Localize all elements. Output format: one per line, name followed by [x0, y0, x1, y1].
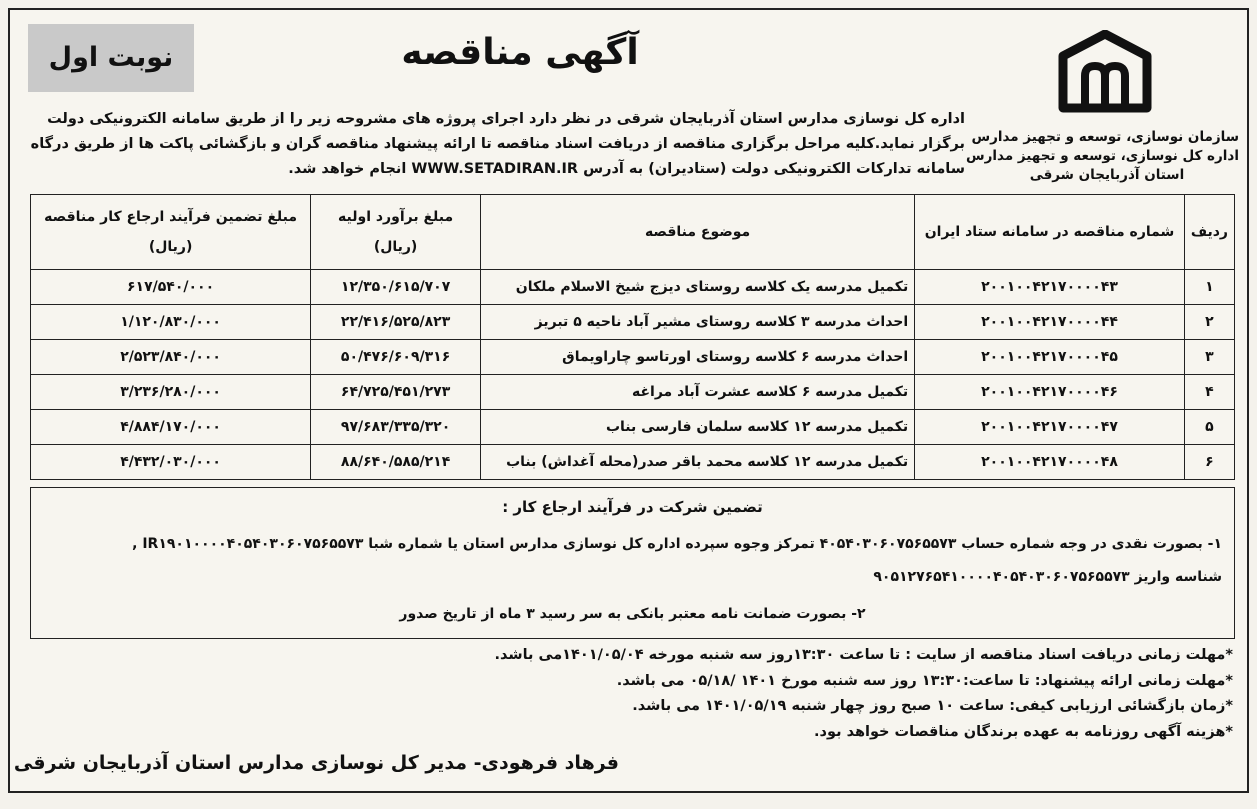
note-proposal-deadline: *مهلت زمانی ارائه پیشنهاد: تا ساعت:۱۳:۳۰ روز سه شنبه مورخ ۱۴۰۱ /۰۵/۱۸ می باشد.	[616, 672, 1233, 689]
page-title: آگهی مناقصه	[401, 32, 639, 73]
tender-number: ۲۰۰۱۰۰۴۲۱۷۰۰۰۰۴۵	[915, 340, 1185, 375]
tender-table	[30, 194, 1235, 480]
tender-subject: تکمیل مدرسه ۱۲ کلاسه محمد باقر صدر(محله آغداش) بناب	[480, 445, 914, 480]
estimate-amount: ۸۸/۶۴۰/۵۸۵/۲۱۴	[311, 445, 481, 480]
signature-line: فرهاد فرهودی- مدیر کل نوسازی مدارس استان آذربایجان شرقی	[13, 752, 619, 774]
row-number: ۶	[1184, 445, 1234, 480]
row-number: ۱	[1184, 270, 1234, 305]
row-number: ۵	[1184, 410, 1234, 445]
header-estimate-label: مبلغ برآورد اولیه	[338, 209, 454, 225]
header-guarantee	[31, 195, 311, 270]
table-row	[31, 340, 1235, 375]
guarantee-section	[30, 487, 1235, 639]
guarantee-amount: ۴/۸۸۴/۱۷۰/۰۰۰	[31, 410, 311, 445]
table-header-row	[31, 195, 1235, 270]
setadiran-url: WWW.SETADIRAN.IR	[411, 161, 579, 177]
org-line-1: سازمان نوسازی، توسعه و تجهیز مدارس	[971, 129, 1239, 145]
tender-subject: تکمیل مدرسه یک کلاسه روستای دیزج شیخ الاسلام ملکان	[480, 270, 914, 305]
education-renovation-logo-icon	[1055, 30, 1155, 114]
deadline-notes	[333, 643, 1233, 745]
tender-number: ۲۰۰۱۰۰۴۲۱۷۰۰۰۰۴۶	[915, 375, 1185, 410]
tender-subject: احداث مدرسه ۶ کلاسه روستای اورتاسو چاراویماق	[480, 340, 914, 375]
table-row	[31, 375, 1235, 410]
guarantee-amount: ۳/۲۳۶/۲۸۰/۰۰۰	[31, 375, 311, 410]
guarantee-cash-line: ۱- بصورت نقدی در وجه شماره حساب ۴۰۵۴۰۳۰۶۰۷۵۶۵۵۷۳ تمرکز وجوه سپرده اداره کل نوسازی مدارس استان یا شماره شبا IR۱۹۰۱۰۰۰۰۴۰۵۴۰۳۰۶۰۷۵۶۵۵۷۳ ,	[132, 536, 1222, 552]
tender-subject: تکمیل مدرسه ۱۲ کلاسه سلمان فارسی بناب	[480, 410, 914, 445]
header-row-number: ردیف	[1184, 195, 1234, 270]
intro-line-2: برگزار نماید.کلیه مراحل برگزاری مناقصه از دریافت اسناد مناقصه تا ارائه پیشنهاد مناقصه گران و بازگشائی پاکت ها از طریق درگاه	[30, 136, 965, 152]
intro-line-3-before: سامانه تدارکات الکترونیکی دولت (ستادیران) به آدرس	[578, 161, 965, 177]
intro-paragraph	[24, 107, 965, 182]
tender-number: ۲۰۰۱۰۰۴۲۱۷۰۰۰۰۴۳	[915, 270, 1185, 305]
tender-number: ۲۰۰۱۰۰۴۲۱۷۰۰۰۰۴۴	[915, 305, 1185, 340]
guarantee-deposit-id-line: شناسه واریز ۹۰۵۱۲۷۶۵۴۱۰۰۰۰۴۰۵۴۰۳۰۶۰۷۵۶۵۵۷۳	[873, 569, 1222, 585]
estimate-amount: ۶۴/۷۲۵/۴۵۱/۲۷۳	[311, 375, 481, 410]
guarantee-amount: ۲/۵۲۳/۸۴۰/۰۰۰	[31, 340, 311, 375]
org-line-3: استان آذربایجان شرقی	[1029, 167, 1185, 183]
guarantee-amount: ۴/۴۳۲/۰۳۰/۰۰۰	[31, 445, 311, 480]
org-line-2: اداره کل نوسازی، توسعه و تجهیز مدارس	[966, 148, 1239, 164]
tender-subject: تکمیل مدرسه ۶ کلاسه عشرت آباد مراغه	[480, 375, 914, 410]
guarantee-amount: ۶۱۷/۵۴۰/۰۰۰	[31, 270, 311, 305]
note-document-deadline: *مهلت زمانی دریافت اسناد مناقصه از سایت : تا ساعت ۱۳:۳۰روز سه شنبه مورخه ۱۴۰۱/۰۵/۰۴می باشد.	[494, 647, 1233, 663]
intro-line-3-after: انجام خواهد شد.	[288, 161, 412, 177]
header-subject: موضوع مناقصه	[480, 195, 914, 270]
tender-subject: احداث مدرسه ۳ کلاسه روستای مشیر آباد ناحیه ۵ تبریز	[480, 305, 914, 340]
header-guarantee-label: مبلغ تضمین فرآیند ارجاع کار مناقصه	[44, 209, 298, 225]
round-badge: نوبت اول	[28, 24, 194, 92]
table-row	[31, 445, 1235, 480]
header-estimate	[311, 195, 481, 270]
guarantee-amount: ۱/۱۲۰/۸۳۰/۰۰۰	[31, 305, 311, 340]
organization-name	[966, 128, 1239, 185]
row-number: ۴	[1184, 375, 1234, 410]
guarantee-bank-line: ۲- بصورت ضمانت نامه معتبر بانکی به سر رسید ۳ ماه از تاریخ صدور	[399, 606, 866, 622]
guarantee-title: تضمین شرکت در فرآیند ارجاع کار :	[502, 498, 763, 516]
tender-notice	[8, 8, 1249, 793]
row-number: ۳	[1184, 340, 1234, 375]
estimate-amount: ۲۲/۴۱۶/۵۲۵/۸۲۳	[311, 305, 481, 340]
table-row	[31, 305, 1235, 340]
row-number: ۲	[1184, 305, 1234, 340]
header-estimate-unit: (ریال)	[373, 239, 418, 255]
note-ad-cost: *هزینه آگهی روزنامه به عهده برندگان مناقصات خواهد بود.	[814, 723, 1233, 740]
estimate-amount: ۹۷/۶۸۳/۳۳۵/۳۲۰	[311, 410, 481, 445]
header-guarantee-unit: (ریال)	[148, 239, 193, 255]
estimate-amount: ۱۲/۳۵۰/۶۱۵/۷۰۷	[311, 270, 481, 305]
note-opening-time: *زمان بازگشائی ارزیابی کیفی: ساعت ۱۰ صبح روز چهار شنبه ۱۴۰۱/۰۵/۱۹ می باشد.	[632, 698, 1233, 714]
intro-line-1: اداره کل نوسازی مدارس استان آذربایجان شرقی در نظر دارد اجرای پروژه های مشروحه زیر را از طریق سامانه الکترونیکی دولت	[47, 111, 965, 127]
estimate-amount: ۵۰/۴۷۶/۶۰۹/۳۱۶	[311, 340, 481, 375]
table-row	[31, 270, 1235, 305]
intro-line-3	[24, 157, 965, 182]
header-tender-number: شماره مناقصه در سامانه ستاد ایران	[915, 195, 1185, 270]
tender-number: ۲۰۰۱۰۰۴۲۱۷۰۰۰۰۴۸	[915, 445, 1185, 480]
tender-number: ۲۰۰۱۰۰۴۲۱۷۰۰۰۰۴۷	[915, 410, 1185, 445]
table-row	[31, 410, 1235, 445]
